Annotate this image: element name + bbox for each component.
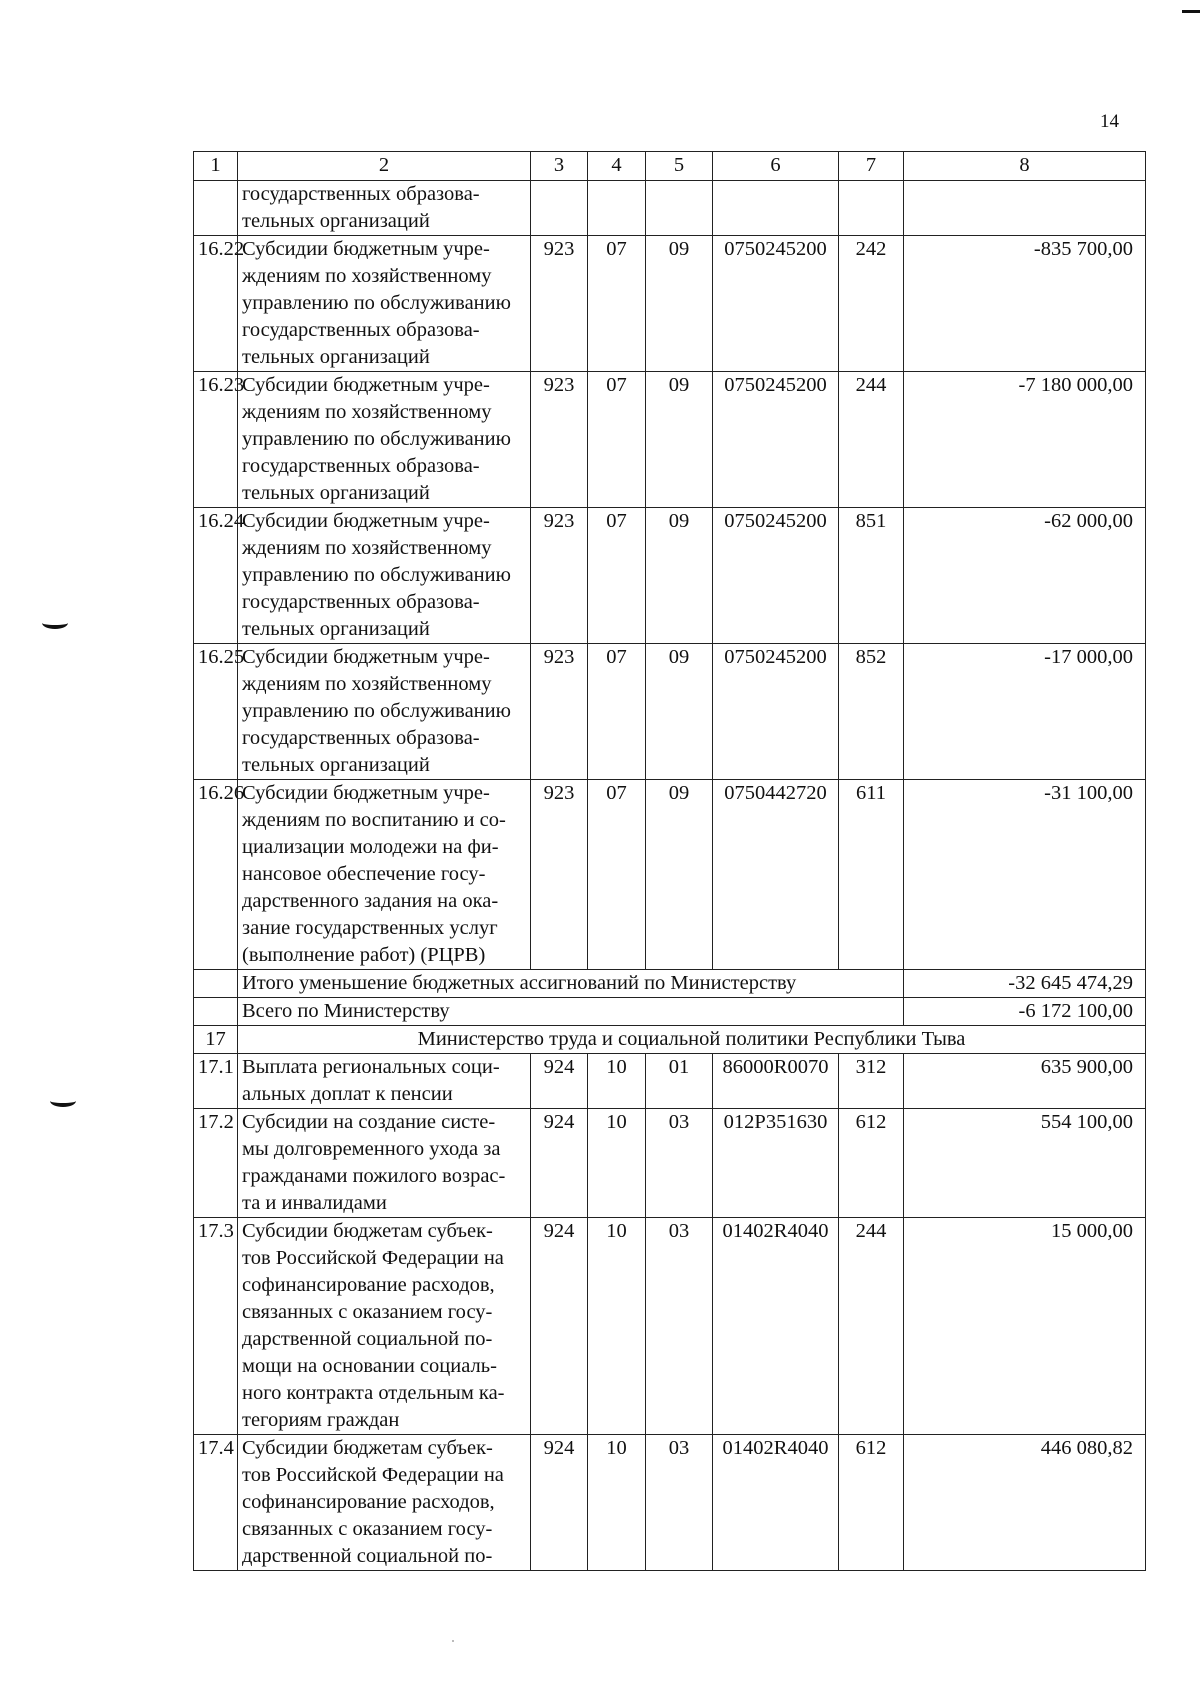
description-line: нансовое обеспечение госу- [242, 863, 486, 885]
description-line: мощи на основании социаль- [242, 1355, 497, 1377]
amount: 15 000,00 [904, 1218, 1146, 1435]
code-chapter: 924 [531, 1109, 588, 1218]
description-line: государственных образова- [242, 727, 480, 749]
code-subsection: 09 [646, 236, 713, 372]
description-line: софинансирование расходов, [242, 1274, 495, 1296]
row-number: 17.2 [194, 1109, 238, 1218]
header-cell: 2 [238, 152, 531, 181]
code-section: 07 [588, 780, 646, 970]
row-number: 16.22 [194, 236, 238, 372]
table-row [194, 644, 1146, 780]
description-line: ждениям по хозяйственному [242, 537, 492, 559]
description-line: государственных образова- [242, 455, 480, 477]
description-line: государственных образова- [242, 319, 480, 341]
description-line: связанных с оказанием госу- [242, 1301, 493, 1323]
row-description [238, 181, 531, 236]
budget-table [193, 151, 1146, 1571]
description-line: ждениям по хозяйственному [242, 265, 492, 287]
description-line: циализации молодежи на фи- [242, 836, 499, 858]
empty-cell [839, 181, 904, 236]
code-section: 07 [588, 372, 646, 508]
code-section: 07 [588, 236, 646, 372]
row-description [238, 372, 531, 508]
description-line: тельных организаций [242, 482, 430, 504]
section-title: Министерство труда и социальной политики Республики Тыва [238, 1026, 1146, 1054]
description-line: та и инвалидами [242, 1192, 387, 1214]
row-number: 16.23 [194, 372, 238, 508]
description-line: дарственного задания на ока- [242, 890, 499, 912]
row-number: 16.26 [194, 780, 238, 970]
code-target-article: 0750245200 [713, 508, 839, 644]
header-cell: 6 [713, 152, 839, 181]
description-line: Субсидии бюджетам субъек- [242, 1220, 493, 1242]
code-target-article: 012P351630 [713, 1109, 839, 1218]
row-number: 17.1 [194, 1054, 238, 1109]
row-description [238, 1109, 531, 1218]
amount: -835 700,00 [904, 236, 1146, 372]
description-line: Субсидии бюджетам субъек- [242, 1437, 493, 1459]
description-line: тельных организаций [242, 210, 430, 232]
code-chapter: 923 [531, 644, 588, 780]
empty-cell [194, 970, 238, 998]
description-line: дарственной социальной по- [242, 1328, 493, 1350]
code-target-article: 0750245200 [713, 644, 839, 780]
code-section: 10 [588, 1218, 646, 1435]
description-line: софинансирование расходов, [242, 1491, 495, 1513]
row-description [238, 508, 531, 644]
code-target-article: 01402R4040 [713, 1435, 839, 1571]
code-section: 07 [588, 644, 646, 780]
code-subsection: 03 [646, 1435, 713, 1571]
code-section: 10 [588, 1109, 646, 1218]
code-expense-type: 851 [839, 508, 904, 644]
description-line: Субсидии бюджетным учре- [242, 782, 490, 804]
code-subsection: 09 [646, 644, 713, 780]
row-number [194, 181, 238, 236]
section-number: 17 [194, 1026, 238, 1054]
scan-edge-mark [1182, 0, 1200, 13]
row-description [238, 1054, 531, 1109]
table-row [194, 780, 1146, 970]
description-line: тов Российской Федерации на [242, 1464, 504, 1486]
header-row [194, 152, 1146, 181]
empty-cell [904, 181, 1146, 236]
header-cell: 4 [588, 152, 646, 181]
code-chapter: 924 [531, 1435, 588, 1571]
code-target-article: 0750442720 [713, 780, 839, 970]
amount: -31 100,00 [904, 780, 1146, 970]
amount: -7 180 000,00 [904, 372, 1146, 508]
code-subsection: 09 [646, 780, 713, 970]
code-subsection: 01 [646, 1054, 713, 1109]
total-value: -6 172 100,00 [904, 998, 1146, 1026]
code-expense-type: 612 [839, 1435, 904, 1571]
section-row [194, 1026, 1146, 1054]
description-line: Субсидии бюджетным учре- [242, 510, 490, 532]
code-target-article: 0750245200 [713, 372, 839, 508]
total-value: -32 645 474,29 [904, 970, 1146, 998]
code-subsection: 03 [646, 1109, 713, 1218]
code-subsection: 09 [646, 372, 713, 508]
margin-mark [50, 1095, 76, 1107]
empty-cell [531, 181, 588, 236]
page-number: 14 [1100, 111, 1119, 132]
description-line: ждениям по хозяйственному [242, 401, 492, 423]
row-number: 16.25 [194, 644, 238, 780]
description-line: управлению по обслуживанию [242, 700, 511, 722]
table-row [194, 372, 1146, 508]
row-description [238, 236, 531, 372]
row-number: 16.24 [194, 508, 238, 644]
header-cell: 7 [839, 152, 904, 181]
code-expense-type: 312 [839, 1054, 904, 1109]
code-target-article: 01402R4040 [713, 1218, 839, 1435]
code-section: 10 [588, 1054, 646, 1109]
total-row [194, 970, 1146, 998]
code-section: 07 [588, 508, 646, 644]
table-row [194, 181, 1146, 236]
row-number: 17.4 [194, 1435, 238, 1571]
description-line: дарственной социальной по- [242, 1545, 493, 1567]
table-row [194, 236, 1146, 372]
description-line: тельных организаций [242, 754, 430, 776]
total-label: Всего по Министерству [238, 998, 904, 1026]
description-line: тельных организаций [242, 618, 430, 640]
amount: 554 100,00 [904, 1109, 1146, 1218]
code-expense-type: 244 [839, 372, 904, 508]
amount: 446 080,82 [904, 1435, 1146, 1571]
code-expense-type: 852 [839, 644, 904, 780]
description-line: альных доплат к пенсии [242, 1083, 453, 1105]
amount: 635 900,00 [904, 1054, 1146, 1109]
row-description [238, 780, 531, 970]
row-description [238, 1218, 531, 1435]
description-line: (выполнение работ) (РЦРВ) [242, 944, 486, 966]
table-row [194, 1435, 1146, 1571]
description-line: государственных образова- [242, 183, 480, 205]
description-line: Выплата региональных соци- [242, 1056, 500, 1078]
scan-speck [452, 1640, 454, 1642]
row-description [238, 644, 531, 780]
description-line: ждениям по воспитанию и со- [242, 809, 506, 831]
description-line: зание государственных услуг [242, 917, 498, 939]
description-line: Субсидии на создание систе- [242, 1111, 496, 1133]
description-line: тегориям граждан [242, 1409, 400, 1431]
table-row [194, 508, 1146, 644]
row-description [238, 1435, 531, 1571]
code-target-article: 86000R0070 [713, 1054, 839, 1109]
code-chapter: 923 [531, 780, 588, 970]
row-number: 17.3 [194, 1218, 238, 1435]
description-line: тов Российской Федерации на [242, 1247, 504, 1269]
table-row [194, 1218, 1146, 1435]
description-line: управлению по обслуживанию [242, 292, 511, 314]
code-target-article: 0750245200 [713, 236, 839, 372]
table-row [194, 1054, 1146, 1109]
code-chapter: 923 [531, 236, 588, 372]
description-line: государственных образова- [242, 591, 480, 613]
total-row [194, 998, 1146, 1026]
code-expense-type: 242 [839, 236, 904, 372]
empty-cell [646, 181, 713, 236]
empty-cell [713, 181, 839, 236]
description-line: ного контракта отдельным ка- [242, 1382, 505, 1404]
description-line: управлению по обслуживанию [242, 564, 511, 586]
header-cell: 1 [194, 152, 238, 181]
amount: -62 000,00 [904, 508, 1146, 644]
header-cell: 5 [646, 152, 713, 181]
margin-mark [42, 617, 68, 629]
description-line: гражданами пожилого возрас- [242, 1165, 506, 1187]
table-row [194, 1109, 1146, 1218]
description-line: Субсидии бюджетным учре- [242, 646, 490, 668]
code-chapter: 924 [531, 1218, 588, 1435]
code-expense-type: 611 [839, 780, 904, 970]
code-chapter: 924 [531, 1054, 588, 1109]
header-cell: 8 [904, 152, 1146, 181]
code-chapter: 923 [531, 372, 588, 508]
description-line: тельных организаций [242, 346, 430, 368]
code-expense-type: 612 [839, 1109, 904, 1218]
code-subsection: 03 [646, 1218, 713, 1435]
description-line: связанных с оказанием госу- [242, 1518, 493, 1540]
description-line: мы долговременного ухода за [242, 1138, 501, 1160]
description-line: управлению по обслуживанию [242, 428, 511, 450]
code-expense-type: 244 [839, 1218, 904, 1435]
total-label: Итого уменьшение бюджетных ассигнований по Министерству [238, 970, 904, 998]
description-line: ждениям по хозяйственному [242, 673, 492, 695]
code-chapter: 923 [531, 508, 588, 644]
empty-cell [588, 181, 646, 236]
amount: -17 000,00 [904, 644, 1146, 780]
empty-cell [194, 998, 238, 1026]
description-line: Субсидии бюджетным учре- [242, 374, 490, 396]
description-line: Субсидии бюджетным учре- [242, 238, 490, 260]
code-section: 10 [588, 1435, 646, 1571]
header-cell: 3 [531, 152, 588, 181]
code-subsection: 09 [646, 508, 713, 644]
